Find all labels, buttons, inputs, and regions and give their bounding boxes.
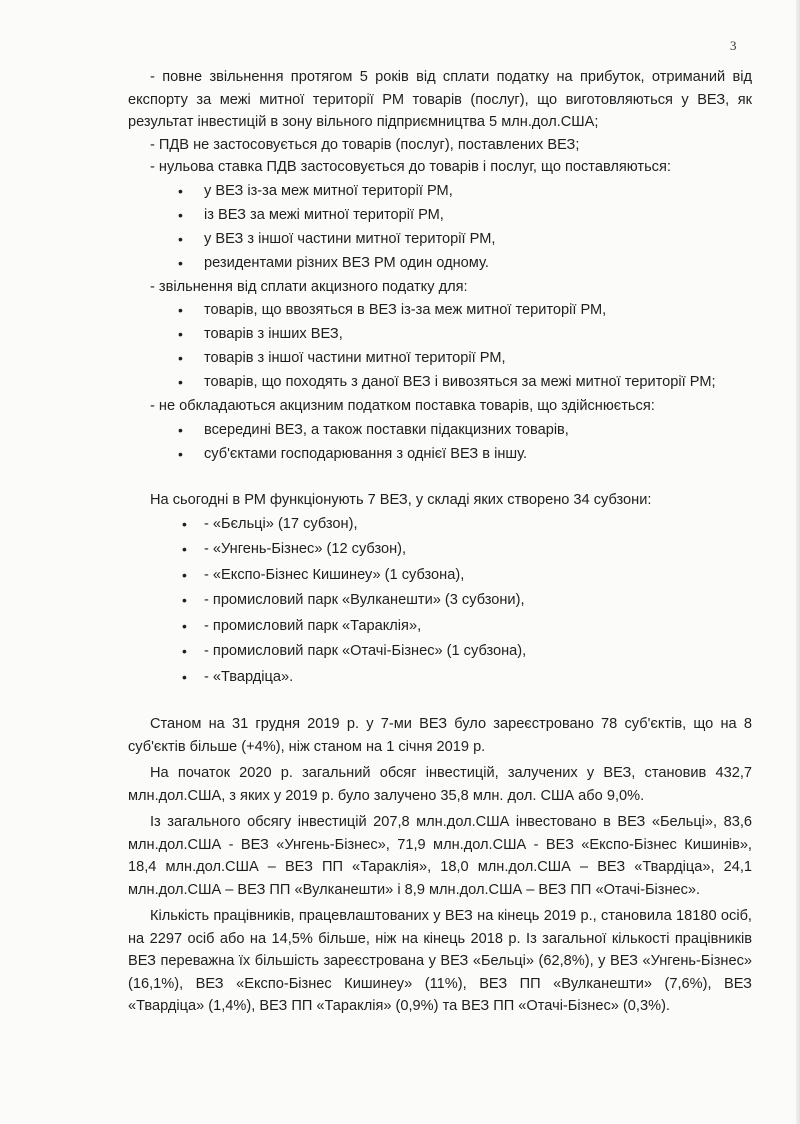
list-item: • - «Твардіца». xyxy=(128,666,752,689)
list-item: • - «Експо-Бізнес Кишинеу» (1 субзона), xyxy=(128,564,752,587)
investment-breakdown-paragraph: Із загального обсягу інвестицій 207,8 млн.дол.США інвестовано в ВЕЗ «Бельці», 83,6 млн.дол.США - ВЕЗ «Унгень-Бізнес», 71,9 млн.дол.США - ВЕЗ «Експо-Бізнес Кишинів», 18,4 млн.дол.США – ВЕЗ ПП «Тараклія», 18,0 млн.дол.США – ВЕЗ «Твардіца», 24,1 млн.дол.США – ВЕЗ ПП «Вулканешти» і 8,9 млн.дол.США – ВЕЗ ПП «Отачі-Бізнес». xyxy=(128,814,752,898)
list-item: • суб'єктами господарювання з однієї ВЕЗ в іншу. xyxy=(128,443,752,466)
zones-intro: На сьогодні в РМ функціонують 7 ВЕЗ, у складі яких створено 34 субзони: xyxy=(150,491,652,508)
excise-exemption-item: - звільнення від сплати акцизного податку для: xyxy=(150,278,468,295)
investment-total-paragraph: На початок 2020 р. загальний обсяг інвестицій, залучених у ВЕЗ, становив 432,7 млн.дол.США, з яких у 2019 р. було залучено 35,8 млн. дол. США або 9,0%. xyxy=(128,765,752,804)
employment-paragraph: Кількість працівників, працевлаштованих у ВЕЗ на кінець 2019 р., становила 18180 осіб, на 2297 осіб або на 14,5% більше, ніж на кінець 2018 р. Із загальної кількості працівників ВЕЗ переважна їх більшість зареєстрована у ВЕЗ «Бельці» (62,8%), у ВЕЗ «Унгень-Бізнес» (16,1%), ВЕЗ «Експо-Бізнес Кишинеу» (11%), ВЕЗ ПП «Вулканешти» (7,6%), ВЕЗ «Твардіца» (1,4%), ВЕЗ ПП «Тараклія» (0,9%) та ВЕЗ ПП «Отачі-Бізнес» (0,3%). xyxy=(128,908,752,1014)
list-item: • - «Унгень-Бізнес» (12 субзон), xyxy=(128,538,752,561)
zero-vat-bullet-list xyxy=(128,180,752,275)
list-item: • - промисловий парк «Тараклія», xyxy=(128,615,752,638)
registered-entities-paragraph: Станом на 31 грудня 2019 р. у 7-ми ВЕЗ було зареєстровано 78 суб'єктів, що на 8 суб'єктів більше (+4%), ніж станом на 1 січня 2019 р. xyxy=(128,716,752,755)
list-item: • товарів, що походять з даної ВЕЗ і вивозяться за межі митної території РМ; xyxy=(128,371,752,394)
list-item: • всередині ВЕЗ, а також поставки підакцизних товарів, xyxy=(128,419,752,442)
list-item: • резидентами різних ВЕЗ РМ один одному. xyxy=(128,252,752,275)
excise-not-taxed-bullet-list xyxy=(128,419,752,466)
page-edge-shadow xyxy=(796,0,800,1124)
list-item: • у ВЕЗ з іншої частини митної території РМ, xyxy=(128,228,752,251)
excise-exemption-bullet-list xyxy=(128,299,752,394)
list-item: • товарів з іншої частини митної території РМ, xyxy=(128,347,752,370)
zones-list xyxy=(128,513,752,689)
page-number: 3 xyxy=(730,38,737,53)
list-item: • - промисловий парк «Вулканешти» (3 субзони), xyxy=(128,589,752,612)
zero-vat-item: - нульова ставка ПДВ застосовується до товарів і послуг, що поставляються: xyxy=(150,159,671,175)
page-content xyxy=(128,66,752,1018)
list-item: • товарів з інших ВЕЗ, xyxy=(128,323,752,346)
list-item: • у ВЕЗ із-за меж митної території РМ, xyxy=(128,180,752,203)
list-item: • товарів, що ввозяться в ВЕЗ із-за меж митної території РМ, xyxy=(128,299,752,322)
tax-exemption-item: - повне звільнення протягом 5 років від сплати податку на прибуток, отриманий від експорту за межі митної території РМ товарів (послуг), що виготовляються у ВЕЗ, як результат інвестицій в зону вільного підприємництва 5 млн.дол.США; xyxy=(128,69,752,130)
list-item: • - промисловий парк «Отачі-Бізнес» (1 субзона), xyxy=(128,640,752,663)
list-item: • із ВЕЗ за межі митної території РМ, xyxy=(128,204,752,227)
list-item: • - «Бєльці» (17 субзон), xyxy=(128,513,752,536)
vat-not-applied-item: - ПДВ не застосовується до товарів (послуг), поставлених ВЕЗ; xyxy=(150,136,580,153)
excise-not-taxed-item: - не обкладаються акцизним податком поставка товарів, що здійснюється: xyxy=(150,398,655,414)
